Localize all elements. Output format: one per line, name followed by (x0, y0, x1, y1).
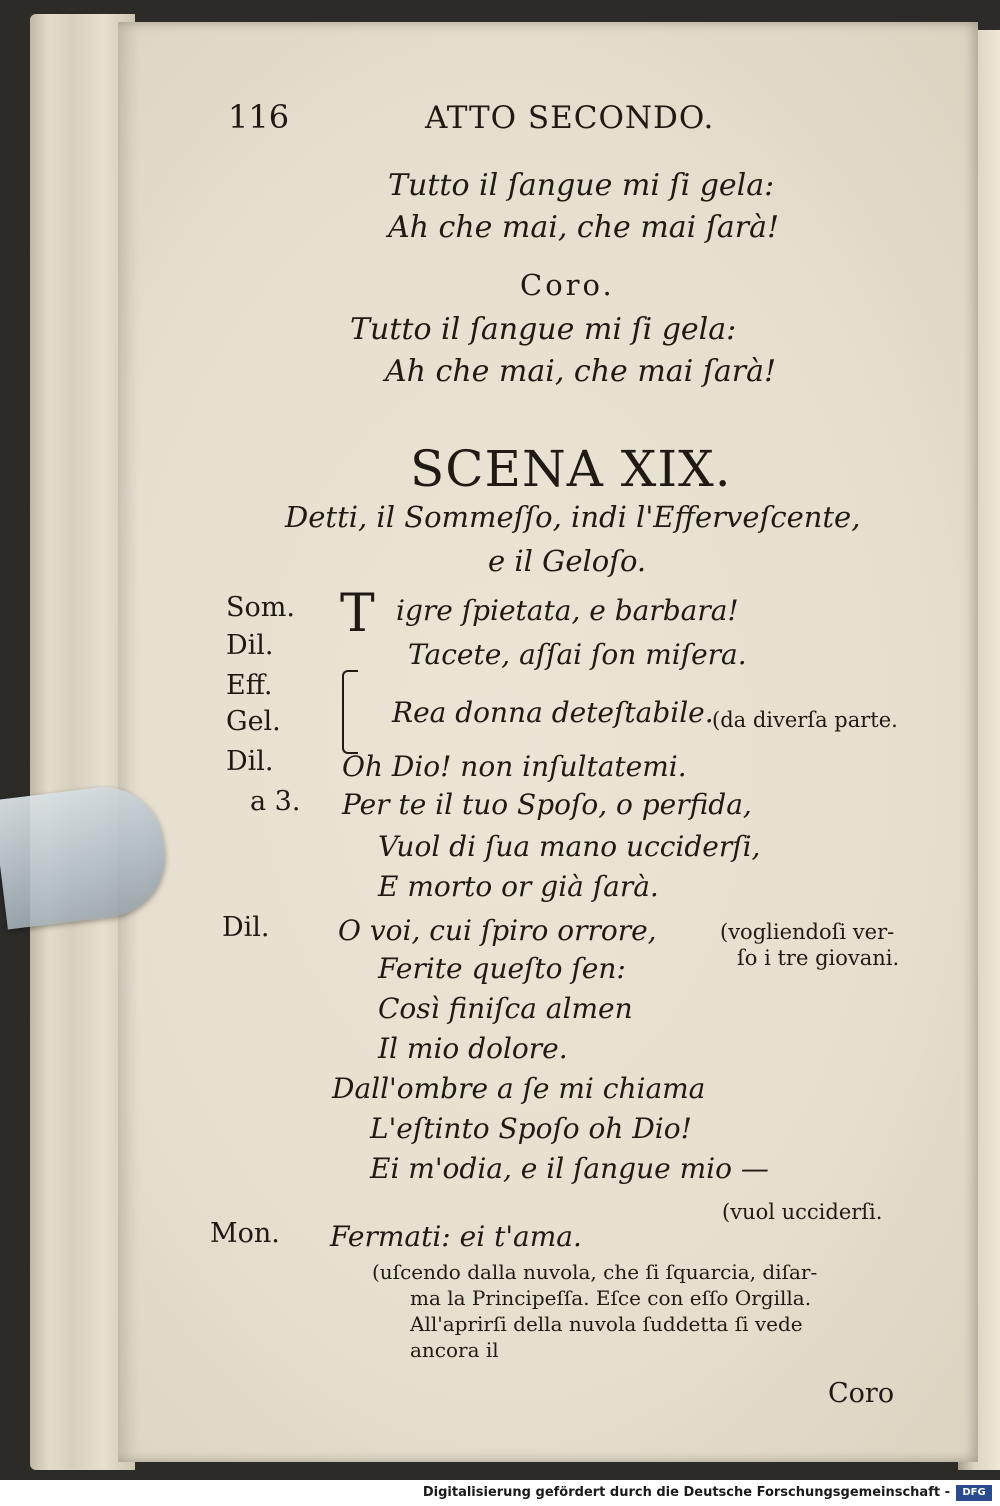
stage-direction: ma la Principeſſa. Eſce con eſſo Orgilla. (410, 1286, 812, 1310)
dialogue-line: Il mio dolore. (378, 1032, 568, 1065)
catchword: Coro (828, 1378, 895, 1409)
speaker-label: Gel. (226, 706, 281, 737)
speaker-label: Som. (226, 592, 295, 623)
stage-direction: (uſcendo dalla nuvola, che ſi ſquarcia, diſar- (372, 1260, 818, 1284)
stage-direction: ancora il (410, 1338, 499, 1362)
stage-direction: (vogliendoſi ver- (720, 920, 895, 944)
speaker-label: a 3. (250, 786, 301, 817)
dialogue-line: Oh Dio! non inſultatemi. (342, 750, 687, 783)
stage-direction: ſo i tre giovani. (737, 946, 900, 970)
dialogue-line: Così finiſca almen (378, 992, 633, 1025)
stage-direction: (da diverſa parte. (712, 708, 898, 732)
dialogue-line: Vuol di ſua mano ucciderſi, (378, 830, 761, 863)
stanza2-line2: Ah che mai, che mai ſarà! (385, 354, 777, 389)
dialogue-line: O voi, cui ſpiro orrore, (338, 914, 657, 947)
stage-direction: All'aprirſi della nuvola ſuddetta ſi vede (410, 1312, 803, 1336)
dialogue-line: Ei m'odia, e il ſangue mio — (370, 1152, 769, 1185)
dialogue-line: Fermati: ei t'ama. (330, 1220, 582, 1253)
scene-title: SCENA XIX. (410, 440, 732, 498)
page-number: 116 (228, 98, 290, 136)
dfg-logo: DFG (956, 1485, 992, 1501)
stage-direction: (vuol ucciderſi. (722, 1200, 883, 1224)
scene-cast-line2: e il Geloſo. (488, 544, 647, 578)
dialogue-line: Rea donna deteſtabile. (392, 696, 714, 729)
dialogue-line: E morto or già ſarà. (378, 870, 659, 903)
dialogue-line: Dall'ombre a ſe mi chiama (332, 1072, 706, 1105)
dialogue-line: Ferite queſto ſen: (378, 952, 626, 985)
dialogue-line: Per te il tuo Spoſo, o perfida, (342, 788, 752, 821)
stanza1-line1: Tutto il ſangue mi ſi gela: (388, 168, 775, 203)
drop-cap: T (340, 584, 375, 644)
speaker-label: Mon. (210, 1218, 280, 1249)
dialogue-line: igre ſpietata, e barbara! (396, 594, 739, 627)
stanza1-line2: Ah che mai, che mai ſarà! (388, 210, 780, 245)
dialogue-line: Tacete, aſſai ſon miſera. (408, 638, 747, 671)
stanza2-line1: Tutto il ſangue mi ſi gela: (350, 312, 737, 347)
speaker-label: Eff. (226, 670, 273, 701)
speaker-label: Dil. (222, 912, 270, 943)
dialogue-line: L'eſtinto Spoſo oh Dio! (370, 1112, 692, 1145)
coro-heading: Coro. (520, 268, 615, 302)
scene-cast-line1: Detti, il Sommeſſo, indi l'Efferveſcente, (285, 500, 861, 534)
speaker-label: Dil. (226, 746, 274, 777)
speaker-label: Dil. (226, 630, 274, 661)
bracket-mark (342, 670, 358, 754)
footer-credit: Digitalisierung gefördert durch die Deutsche Forschungsgemeinschaft - (422, 1485, 950, 1500)
running-head: ATTO SECONDO. (425, 100, 715, 136)
digitization-footer (0, 1480, 1000, 1506)
